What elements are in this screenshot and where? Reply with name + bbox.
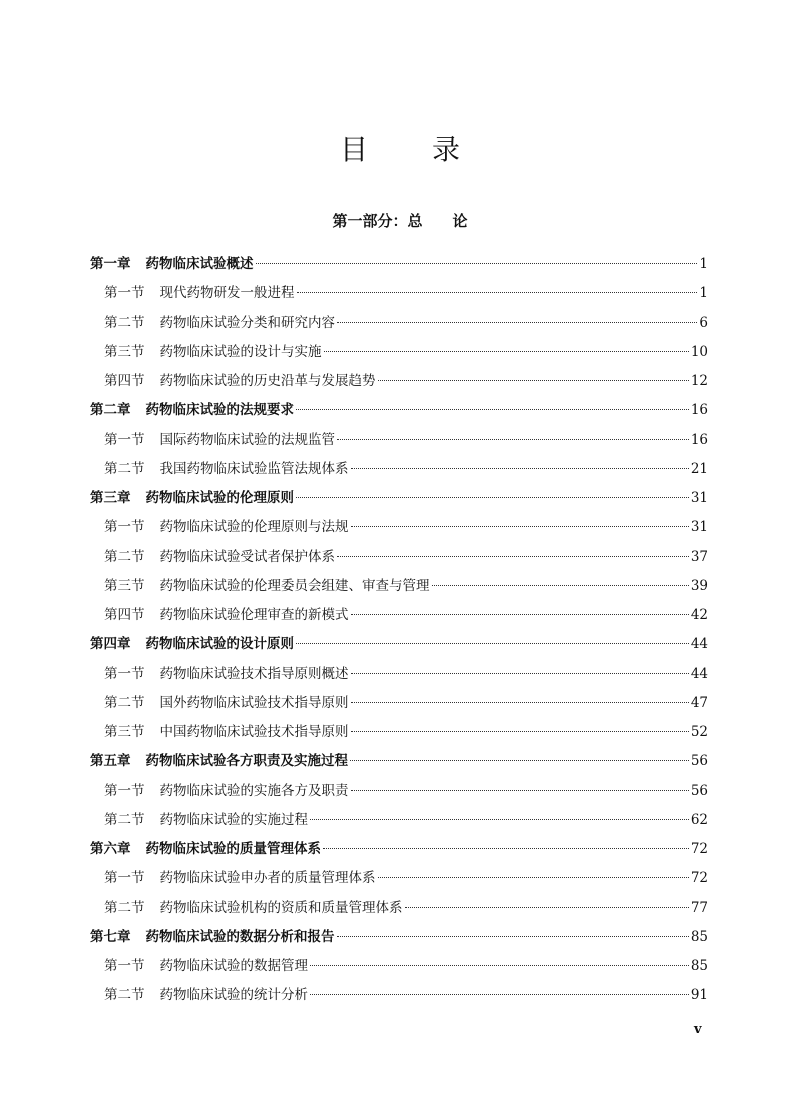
- entry-page: 77: [690, 899, 708, 916]
- toc-chapter-entry[interactable]: [90, 835, 708, 864]
- entry-number: 第三节: [104, 724, 145, 740]
- toc-section-entry[interactable]: [90, 543, 708, 572]
- entry-page: 52: [690, 724, 708, 740]
- toc-section-entry[interactable]: [90, 455, 708, 484]
- entry-number: 第二章: [90, 402, 131, 419]
- leader-dots: [350, 760, 689, 761]
- entry-number: 第一章: [90, 256, 131, 272]
- leader-dots: [337, 322, 697, 323]
- leader-dots: [337, 439, 689, 440]
- page-title: 目录: [339, 133, 524, 166]
- leader-dots: [310, 819, 689, 820]
- entry-title: 药物临床试验的法规要求: [145, 402, 294, 419]
- entry-title: 国外药物临床试验技术指导原则: [159, 694, 349, 711]
- toc-section-entry[interactable]: [90, 338, 708, 367]
- entry-number: 第二节: [104, 987, 145, 1004]
- entry-title: 药物临床试验的伦理原则: [145, 490, 294, 506]
- entry-page: 85: [690, 928, 708, 945]
- entry-title: 药物临床试验的伦理原则与法规: [159, 519, 349, 536]
- leader-dots: [256, 263, 698, 264]
- entry-number: 第四章: [90, 636, 131, 653]
- entry-title: 药物临床试验的实施过程: [159, 811, 308, 828]
- entry-number: 第六章: [90, 841, 131, 857]
- entry-number: 第一节: [104, 958, 145, 974]
- entry-title: 药物临床试验伦理审查的新模式: [159, 607, 349, 623]
- entry-title: 药物临床试验受试者保护体系: [159, 548, 335, 565]
- entry-number: 第五章: [90, 753, 131, 770]
- leader-dots: [378, 380, 689, 381]
- entry-number: 第一节: [104, 870, 145, 887]
- table-of-contents: [90, 250, 708, 1011]
- leader-dots: [310, 965, 689, 966]
- toc-section-entry[interactable]: [90, 689, 708, 718]
- entry-page: 16: [690, 431, 708, 448]
- toc-section-entry[interactable]: [90, 777, 708, 806]
- entry-page: 37: [690, 548, 708, 565]
- entry-title: 我国药物临床试验监管法规体系: [159, 460, 349, 477]
- entry-title: 药物临床试验技术指导原则概述: [159, 665, 349, 682]
- toc-section-entry[interactable]: [90, 572, 708, 601]
- toc-section-entry[interactable]: [90, 367, 708, 396]
- entry-number: 第二节: [104, 811, 145, 828]
- entry-page: 56: [690, 753, 708, 770]
- leader-dots: [432, 585, 689, 586]
- toc-section-entry[interactable]: [90, 718, 708, 747]
- entry-number: 第一节: [104, 519, 145, 536]
- entry-page: 72: [690, 841, 708, 857]
- entry-number: 第二节: [104, 314, 145, 331]
- entry-title: 药物临床试验的设计与实施: [159, 343, 322, 360]
- entry-page: 39: [690, 577, 708, 594]
- leader-dots: [337, 556, 689, 557]
- leader-dots: [296, 643, 689, 644]
- leader-dots: [351, 614, 689, 615]
- toc-section-entry[interactable]: [90, 601, 708, 630]
- entry-title: 药物临床试验的历史沿革与发展趋势: [159, 373, 376, 389]
- entry-title: 药物临床试验的实施各方及职责: [159, 782, 349, 799]
- toc-chapter-entry[interactable]: [90, 630, 708, 659]
- entry-page: 31: [690, 490, 708, 506]
- toc-section-entry[interactable]: [90, 513, 708, 542]
- entry-number: 第二节: [104, 899, 145, 916]
- entry-title: 中国药物临床试验技术指导原则: [159, 724, 349, 740]
- entry-page: 31: [690, 519, 708, 536]
- leader-dots: [378, 877, 689, 878]
- leader-dots: [324, 351, 689, 352]
- toc-section-entry[interactable]: [90, 309, 708, 338]
- toc-chapter-entry[interactable]: [90, 747, 708, 776]
- entry-page: 16: [690, 402, 708, 419]
- entry-title: 药物临床试验的数据管理: [159, 958, 308, 974]
- entry-number: 第三节: [104, 577, 145, 594]
- entry-page: 42: [690, 607, 708, 623]
- leader-dots: [351, 673, 689, 674]
- entry-title: 药物临床试验的数据分析和报告: [145, 928, 335, 945]
- leader-dots: [351, 526, 689, 527]
- entry-title: 药物临床试验的质量管理体系: [145, 841, 321, 857]
- leader-dots: [351, 468, 689, 469]
- leader-dots: [351, 702, 689, 703]
- entry-title: 药物临床试验各方职责及实施过程: [145, 753, 348, 770]
- entry-title: 药物临床试验机构的资质和质量管理体系: [159, 899, 403, 916]
- entry-number: 第四节: [104, 373, 145, 389]
- toc-chapter-entry[interactable]: [90, 396, 708, 425]
- toc-section-entry[interactable]: [90, 952, 708, 981]
- entry-page: 85: [690, 958, 708, 974]
- entry-page: 21: [690, 460, 708, 477]
- entry-title: 药物临床试验的伦理委员会组建、审查与管理: [159, 577, 430, 594]
- entry-page: 62: [690, 811, 708, 828]
- entry-page: 47: [690, 694, 708, 711]
- leader-dots: [405, 907, 689, 908]
- entry-number: 第三节: [104, 343, 145, 360]
- toc-section-entry[interactable]: [90, 806, 708, 835]
- entry-number: 第二节: [104, 460, 145, 477]
- leader-dots: [297, 292, 698, 293]
- entry-page: 44: [690, 636, 708, 653]
- entry-page: 72: [690, 870, 708, 887]
- entry-title: 现代药物研发一般进程: [159, 285, 295, 302]
- entry-title: 药物临床试验概述: [145, 256, 254, 272]
- entry-title: 药物临床试验申办者的质量管理体系: [159, 870, 376, 887]
- leader-dots: [296, 409, 689, 410]
- leader-dots: [323, 848, 689, 849]
- leader-dots: [351, 790, 689, 791]
- entry-page: 91: [690, 987, 708, 1004]
- entry-number: 第四节: [104, 607, 145, 623]
- entry-page: 44: [690, 665, 708, 682]
- entry-page: 6: [699, 314, 708, 331]
- leader-dots: [310, 994, 689, 995]
- entry-number: 第一节: [104, 285, 145, 302]
- entry-title: 国际药物临床试验的法规监管: [159, 431, 335, 448]
- entry-page: 1: [699, 256, 708, 272]
- toc-section-entry[interactable]: [90, 660, 708, 689]
- entry-number: 第三章: [90, 490, 131, 506]
- part-title: 第一部分：总 论: [332, 212, 468, 230]
- entry-page: 56: [690, 782, 708, 799]
- entry-page: 12: [690, 373, 708, 389]
- toc-section-entry[interactable]: [90, 279, 708, 308]
- entry-number: 第一节: [104, 431, 145, 448]
- toc-section-entry[interactable]: [90, 864, 708, 893]
- toc-section-entry[interactable]: [90, 981, 708, 1010]
- entry-title: 药物临床试验分类和研究内容: [159, 314, 335, 331]
- leader-dots: [351, 731, 689, 732]
- toc-chapter-entry[interactable]: [90, 923, 708, 952]
- leader-dots: [337, 936, 689, 937]
- toc-chapter-entry[interactable]: [90, 250, 708, 279]
- entry-number: 第七章: [90, 928, 131, 945]
- leader-dots: [296, 497, 689, 498]
- entry-number: 第二节: [104, 694, 145, 711]
- entry-number: 第一节: [104, 782, 145, 799]
- entry-title: 药物临床试验的统计分析: [159, 987, 308, 1004]
- page-number: v: [694, 1022, 702, 1037]
- toc-section-entry[interactable]: [90, 426, 708, 455]
- entry-number: 第一节: [104, 665, 145, 682]
- entry-number: 第二节: [104, 548, 145, 565]
- entry-title: 药物临床试验的设计原则: [145, 636, 294, 653]
- toc-section-entry[interactable]: [90, 894, 708, 923]
- entry-page: 1: [699, 285, 708, 302]
- entry-page: 10: [690, 343, 708, 360]
- toc-chapter-entry[interactable]: [90, 484, 708, 513]
